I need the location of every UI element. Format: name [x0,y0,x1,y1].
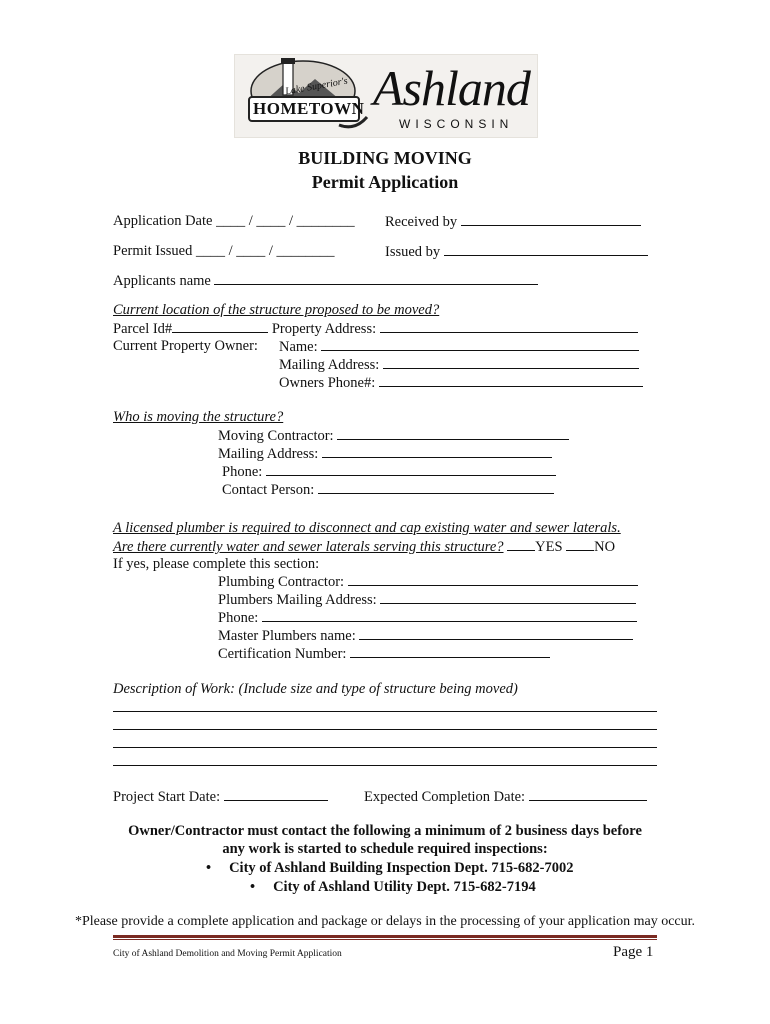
plumber-phone-row: Phone: [218,609,637,627]
moving-contractor-row: Moving Contractor: [218,427,569,445]
if-yes-label: If yes, please complete this section: [113,556,320,572]
logo-tagline: Lake Superior's [284,75,349,98]
page-number: Page 1 [613,944,654,960]
plumbers-mailing-row: Plumbers Mailing Address: [218,591,636,609]
issued-by-label: Issued by [385,243,648,261]
mover-heading: Who is moving the structure? [113,409,284,425]
footer-rule-thin [113,939,657,940]
page-subtitle: Permit Application [311,172,459,192]
plumbing-heading: A licensed plumber is required to disconnect and cap existing water and sewer laterals. [113,520,621,536]
city-logo [234,54,538,138]
laterals-yes-field[interactable] [507,538,535,551]
mover-mailing-field[interactable] [322,445,552,458]
plumber-phone-field[interactable] [262,609,637,622]
owner-mailing-row: Mailing Address: [279,356,639,374]
description-line-2[interactable] [113,729,657,730]
mover-phone-row: Phone: [222,463,556,481]
applicants-name-label: Applicants name [113,272,538,290]
mover-mailing-row: Mailing Address: [218,445,552,463]
owner-phone-field[interactable] [379,374,643,387]
plumbers-mailing-field[interactable] [380,591,636,604]
mover-phone-field[interactable] [266,463,556,476]
contact-utility-dept: • City of Ashland Utility Dept. 715-682-7194 [250,879,536,896]
logo-state: WISCONSIN [399,117,514,131]
certification-field[interactable] [350,645,550,658]
start-date-field[interactable] [224,788,328,801]
contact-person-row: Contact Person: [222,481,554,499]
completion-date-row: Expected Completion Date: [364,788,647,806]
parcel-id-field[interactable] [172,320,268,333]
description-heading: Description of Work: (Include size and type of structure being moved) [113,681,518,697]
owner-name-row: Name: [279,338,639,356]
notice-line-1: Owner/Contractor must contact the following a minimum of 2 business days before [128,823,642,839]
current-owner-label: Current Property Owner: [113,338,258,354]
start-date-row: Project Start Date: [113,788,328,806]
received-by-field[interactable] [461,213,641,226]
owner-name-field[interactable] [321,338,639,351]
notice-line-2: any work is started to schedule required inspections: [222,841,548,857]
logo-city: Ashland [373,60,530,116]
applicants-name-field[interactable] [214,272,538,285]
moving-contractor-field[interactable] [337,427,569,440]
master-plumber-row: Master Plumbers name: [218,627,633,645]
description-line-3[interactable] [113,747,657,748]
owner-phone-row: Owners Phone#: [279,374,643,392]
location-heading: Current location of the structure proposed to be moved? [113,302,440,318]
description-line-4[interactable] [113,765,657,766]
issued-by-field[interactable] [444,243,648,256]
footer-title: City of Ashland Demolition and Moving Permit Application [113,949,342,959]
certification-row: Certification Number: [218,645,550,663]
laterals-question-row: Are there currently water and sewer laterals serving this structure? YES NO [113,539,616,555]
property-address-field[interactable] [380,320,638,333]
parcel-id-row: Parcel Id# Property Address: [113,320,638,338]
received-by-label: Received by [385,213,641,231]
page-title: BUILDING MOVING [298,148,472,168]
owner-mailing-field[interactable] [383,356,639,369]
permit-issued-blank[interactable]: ____ / ____ / ________ [195,243,335,259]
application-date-label: Application Date ____ / ____ / ________ [113,213,355,229]
master-plumber-field[interactable] [359,627,633,640]
logo-badge: HOMETOWN [253,99,365,118]
permit-issued-label: Permit Issued ____ / ____ / ________ [113,243,335,259]
plumbing-contractor-row: Plumbing Contractor: [218,573,638,591]
completion-date-field[interactable] [529,788,647,801]
description-line-1[interactable] [113,711,657,712]
footer-rule [113,935,657,938]
footnote: *Please provide a complete application and package or delays in the processing of your application may occur. [74,914,696,929]
laterals-no-field[interactable] [566,538,594,551]
application-date-blank[interactable]: ____ / ____ / ________ [216,213,355,229]
contact-person-field[interactable] [318,481,554,494]
contact-building-inspection: • City of Ashland Building Inspection Dept. 715-682-7002 [206,860,574,877]
plumbing-contractor-field[interactable] [348,573,638,586]
